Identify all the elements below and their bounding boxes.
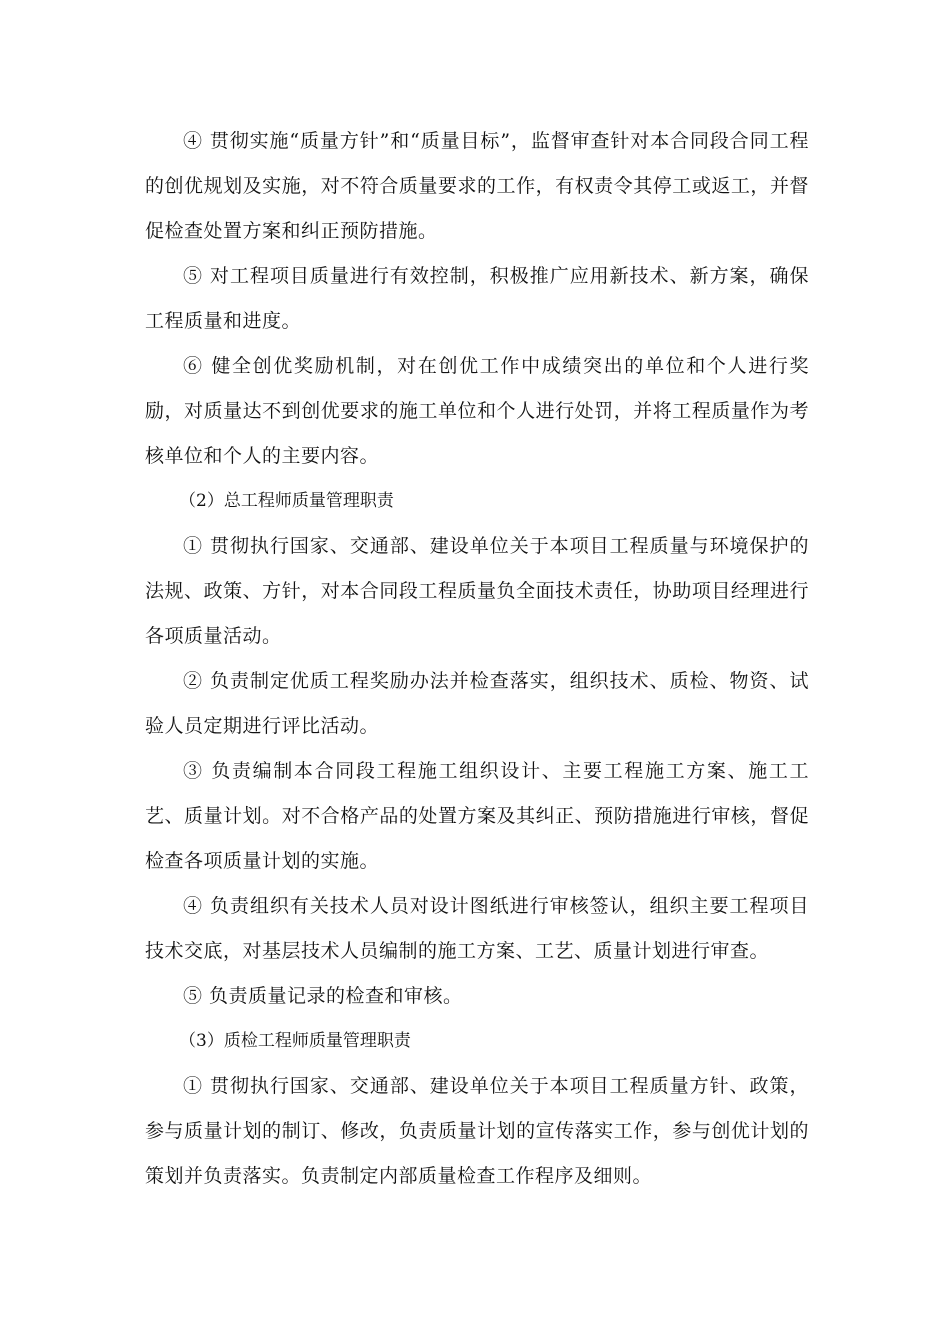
section-heading-chief-engineer: （2）总工程师质量管理职责 [179,491,394,511]
paragraph-item-1-b: ① 贯彻执行国家、交通部、建设单位关于本项目工程质量方针、政策，参与质量计划的制订、修改，负责质量计划的宣传落实工作，参与创优计划的策划并负责落实。负责制定内部质量检查工作程序及细则。 [145,1075,809,1187]
document-body [145,119,809,1199]
section-heading-quality-engineer: （3）质检工程师质量管理职责 [179,1031,411,1051]
paragraph-item-6: ⑥ 健全创优奖励机制，对在创优工作中成绩突出的单位和个人进行奖励，对质量达不到创优要求的施工单位和个人进行处罚，并将工程质量作为考核单位和个人的主要内容。 [145,355,809,467]
paragraph-item-4-b: ④ 负责组织有关技术人员对设计图纸进行审核签认，组织主要工程项目技术交底，对基层技术人员编制的施工方案、工艺、质量计划进行审查。 [145,895,809,962]
paragraph-item-3: ③ 负责编制本合同段工程施工组织设计、主要工程施工方案、施工工艺、质量计划。对不合格产品的处置方案及其纠正、预防措施进行审核，督促检查各项质量计划的实施。 [145,760,809,872]
paragraph-item-5-b: ⑤ 负责质量记录的检查和审核。 [183,985,463,1007]
paragraph-item-1: ① 贯彻执行国家、交通部、建设单位关于本项目工程质量与环境保护的法规、政策、方针，对本合同段工程质量负全面技术责任，协助项目经理进行各项质量活动。 [145,535,809,647]
paragraph-item-5: ⑤ 对工程项目质量进行有效控制，积极推广应用新技术、新方案，确保工程质量和进度。 [145,265,809,332]
paragraph-item-4: ④ 贯彻实施“质量方针”和“质量目标”，监督审查针对本合同段合同工程的创优规划及实施，对不符合质量要求的工作，有权责令其停工或返工，并督促检查处置方案和纠正预防措施。 [145,130,809,242]
paragraph-item-2: ② 负责制定优质工程奖励办法并检查落实，组织技术、质检、物资、试验人员定期进行评比活动。 [145,670,809,737]
